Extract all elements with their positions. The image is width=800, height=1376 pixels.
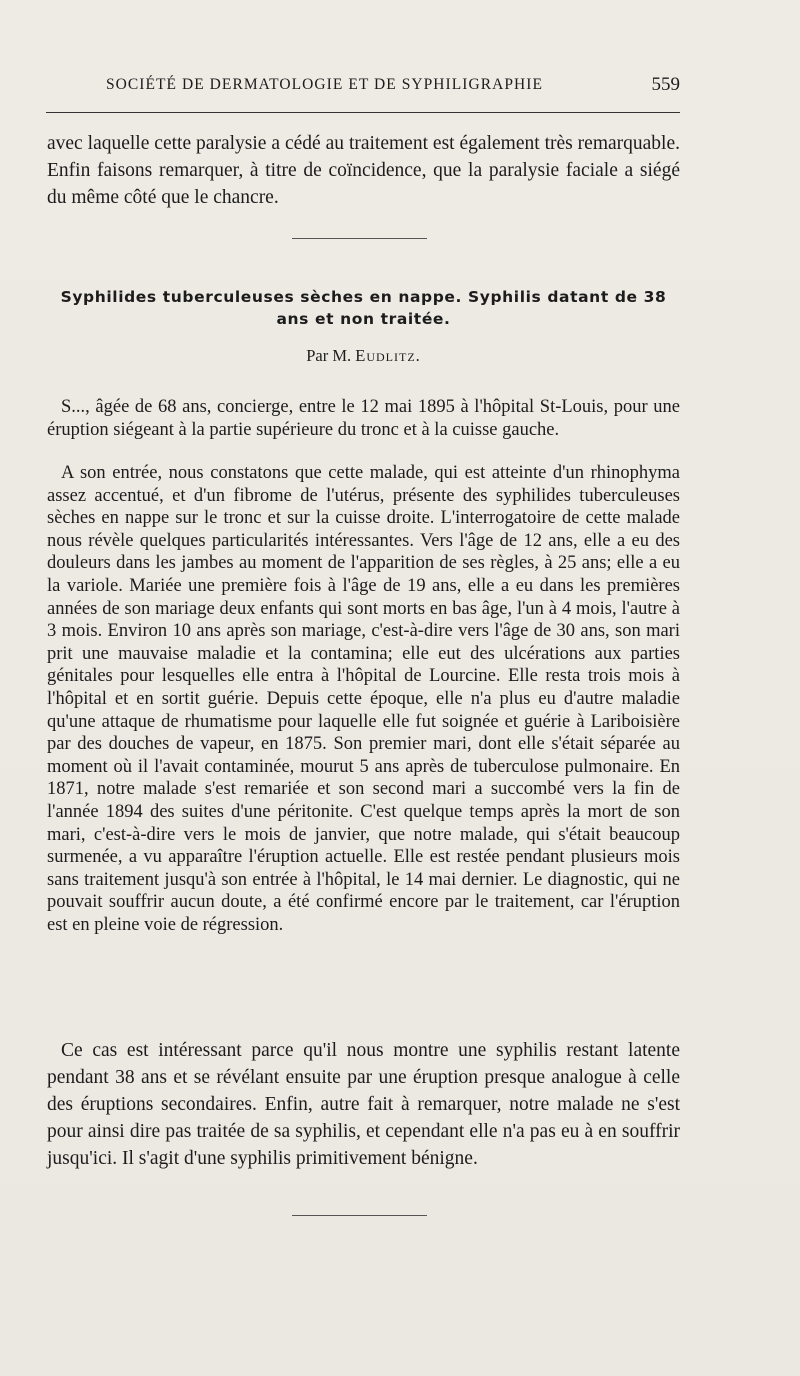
continuation-paragraph: avec laquelle cette paralysie a cédé au traitement est également très remarquable. Enfin faisons remarquer, à titre de coïncidence, que la paralysie faciale a siégé du même côté que le chancre. [47,133,680,208]
body-paragraph-2: A son entrée, nous constatons que cette malade, qui est atteinte d'un rhinophyma assez accentué, et d'un fibrome de l'utérus, présente des syphilides tuberculeuses sèches en nappe sur le tronc et sur la cuisse droite. L'interrogatoire de cette malade nous révèle quelques particularités intéressantes. Vers l'âge de 12 ans, elle a eu des douleurs dans les jambes au moment de l'apparition de ses règles, à 25 ans; elle a eu la variole. Mariée une première fois à l'âge de 19 ans, elle a eu dans les premières années de son mariage deux enfants qui sont morts en bas âge, l'un à 4 mois, l'autre à 3 mois. Environ 10 ans après son mariage, c'est-à-dire vers l'âge de 30 ans, son mari prit une mauvaise maladie et la contamina; elle eut des ulcérations aux parties génitales pour lesquelles elle entra à l'hôpital de Lourcine. Elle resta trois mois à l'hôpital et en sortit guérie. Depuis cette époque, elle n'a plus eu d'autre maladie qu'une attaque de rhumatisme pour laquelle elle fut soignée et guérie à Lariboisière par des douches de vapeur, en 1875. Son premier mari, dont elle s'était séparée au moment où il l'avait contaminée, mourut 5 ans après de tuberculose pulmonaire. En 1871, notre malade s'est remariée et son second mari a succombé vers la fin de l'année 1894 des suites d'une péritonite. C'est quelque temps après la mort de son mari, c'est-à-dire vers le mois de janvier, que notre malade, qui s'était beaucoup surmenée, a vu apparaître l'éruption actuelle. Elle est restée pendant plusieurs mois sans traitement jusqu'à son entrée à l'hôpital, le 14 mai dernier. Le diagnostic, qui ne pouvait souffrir aucun doute, a été confirmé encore par le traitement, car l'éruption est en pleine voie de régression. [47,463,680,935]
running-title: SOCIÉTÉ DE DERMATOLOGIE ET DE SYPHILIGRAPHIE [106,76,543,93]
byline-prefix: Par M. [306,346,352,365]
header-rule [46,112,680,113]
body-paragraph-3: Ce cas est intéressant parce qu'il nous montre une syphilis restant latente pendant 38 ans et se révélant ensuite par une éruption presque analogue à celle des éruptions secondaires. Enfin, autre fait à remarquer, notre malade ne s'est pour ainsi dire pas traitée de sa syphilis, et cependant elle n'a pas eu à en souffrir jusqu'ici. Il s'agit d'une syphilis primitivement bénigne. [47,1040,680,1169]
section-separator [292,238,427,239]
end-separator [292,1215,427,1216]
byline [47,346,680,366]
article-title: Syphilides tuberculeuses sèches en nappe. Syphilis datant de 38 ans et non traitée. [60,288,667,328]
author-name: Eudlitz. [355,346,421,365]
running-head [106,76,680,100]
page-number: 559 [651,74,680,95]
body-paragraph-1: S..., âgée de 68 ans, concierge, entre le 12 mai 1895 à l'hôpital St-Louis, pour une éruption siégeant à la partie supérieure du tronc et à la cuisse gauche. [47,397,680,440]
